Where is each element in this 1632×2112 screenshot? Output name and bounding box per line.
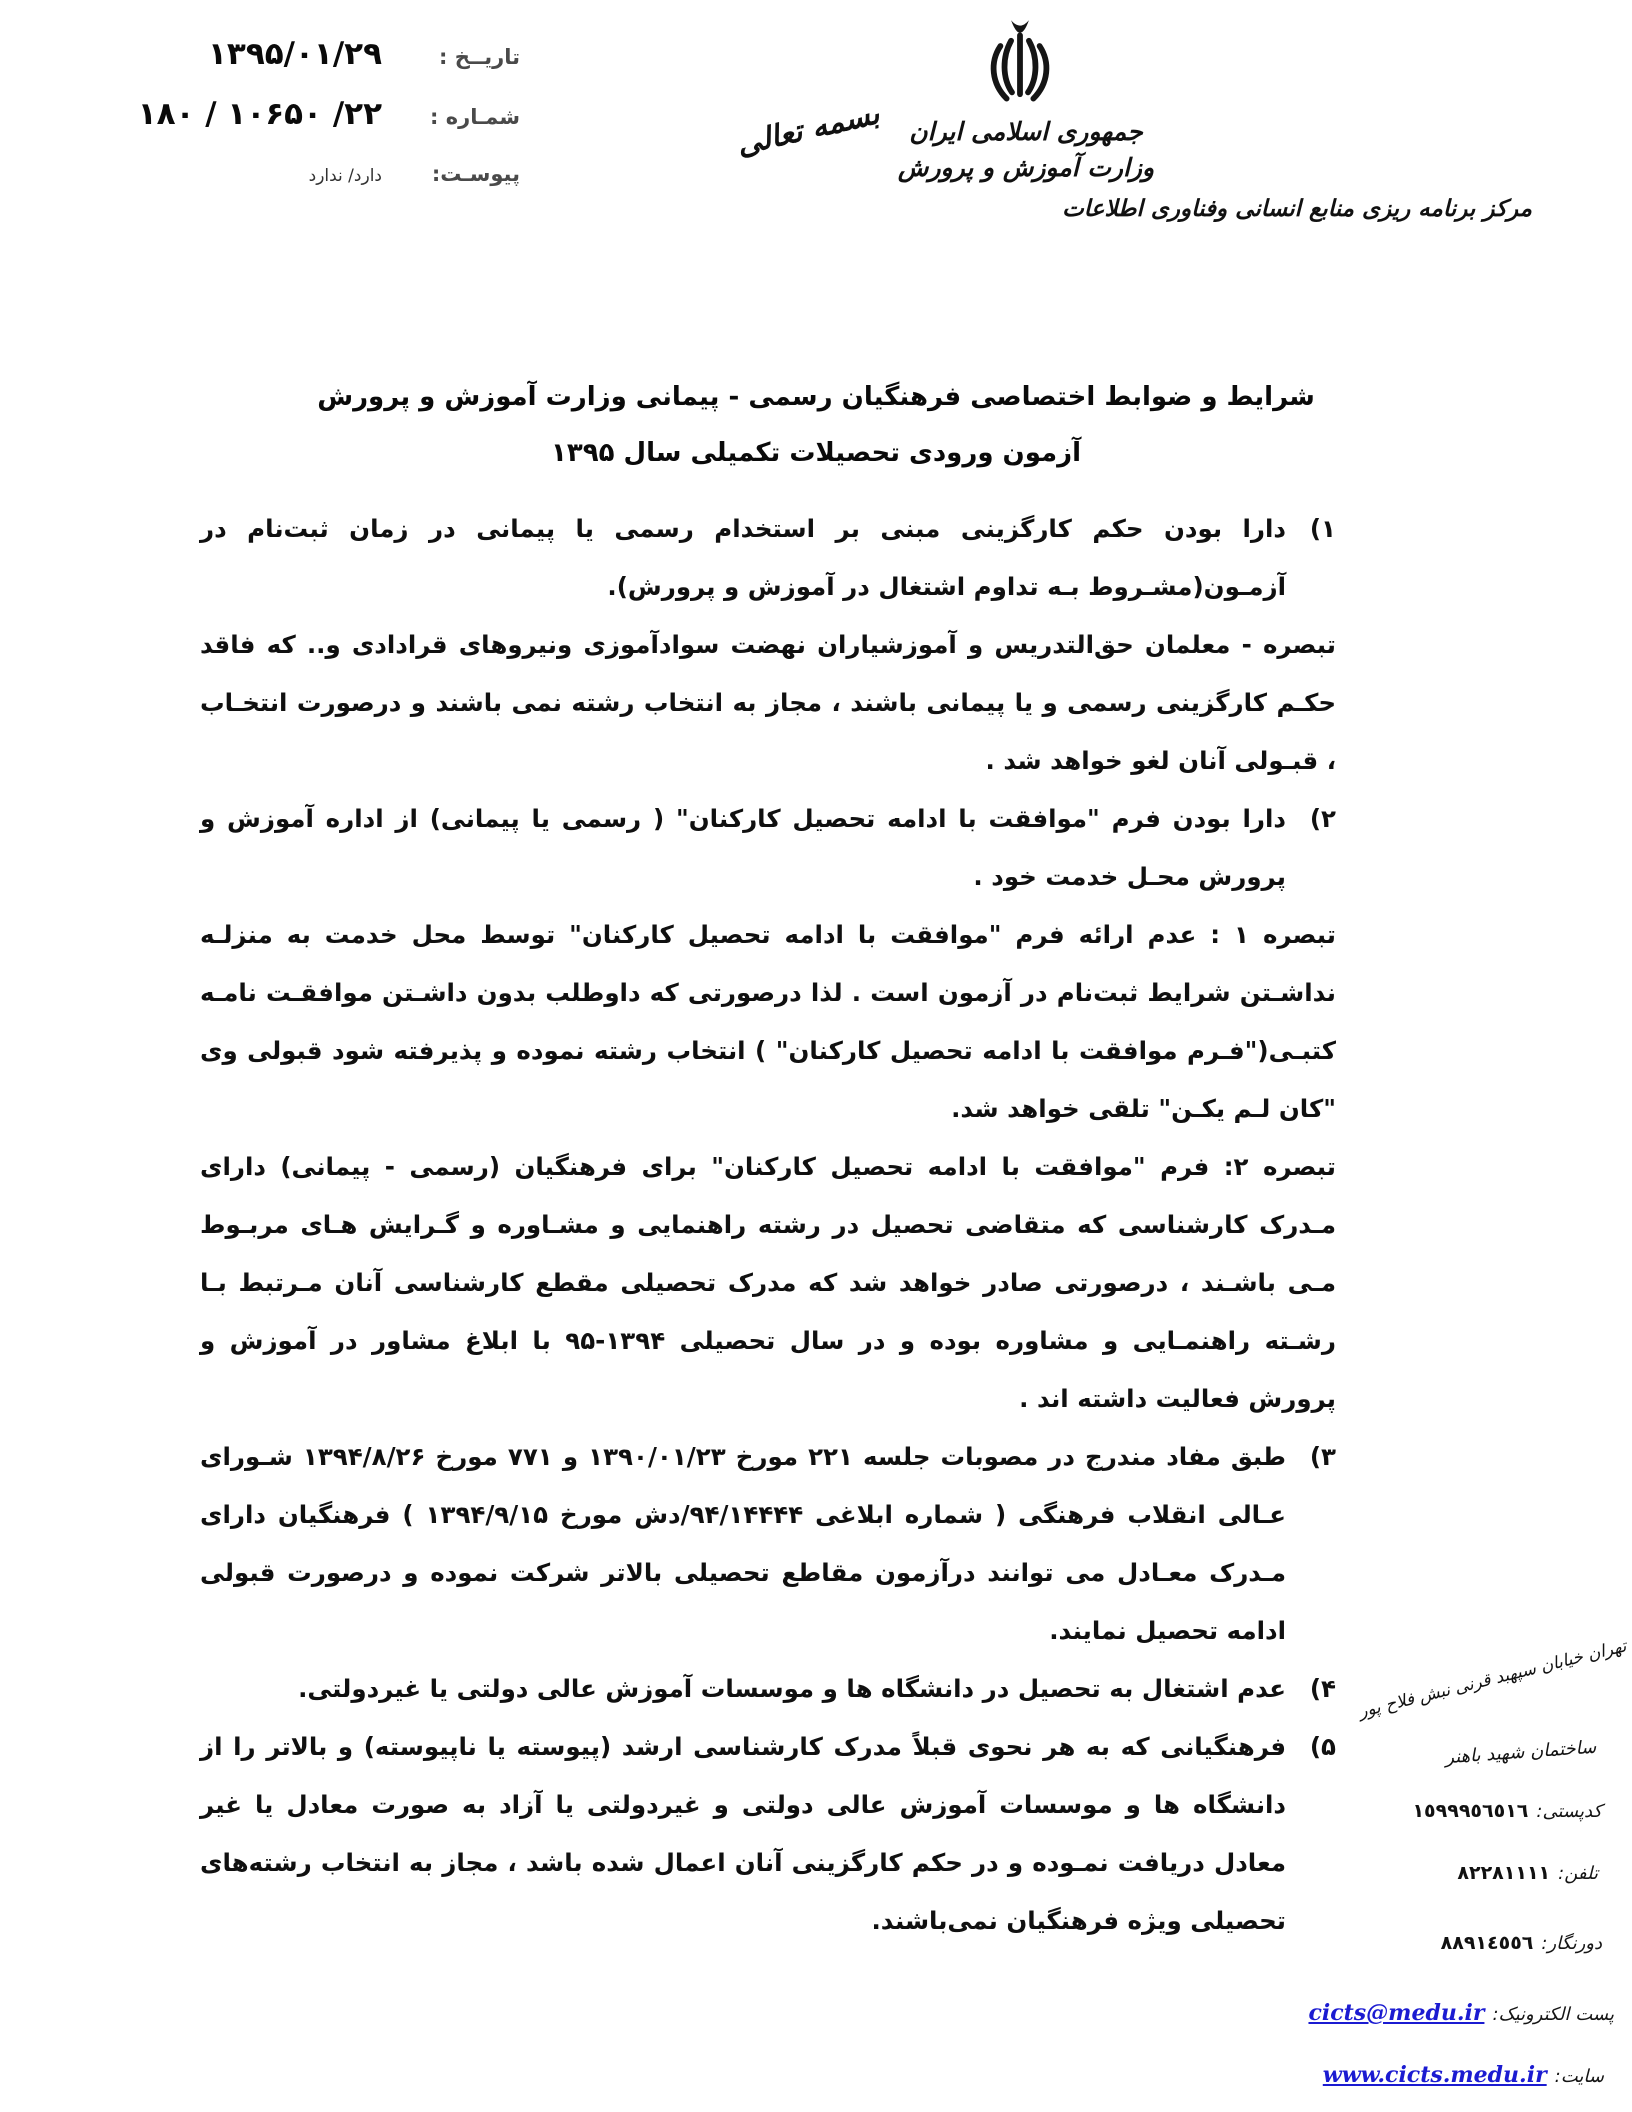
item-number: ۵) [1309,1732,1336,1761]
phone-label: تلفن: [1558,1863,1598,1884]
item-text: فرهنگیانی که به هر نحوی قبلاً مدرک کارشناسی ارشد (پیوسته یا ناپیوسته) و بالاتر را از دانشگاه ها و موسسات آموزش عالی دولتی و غیردولتی یا آزاد به صورت معادل یا غیر معادل دریافت نمـوده و در حکم کارگزینی آنان اعمال شده باشد ، مجاز به انتخاب رشته‌های تحصیلی ویژه فرهنگیان نمی‌باشند. [200,1732,1286,1935]
postal-code-row [1412,1800,1602,1822]
phone-value: ٨٢٢٨١١١١ [1457,1862,1551,1884]
fax-value: ٨٨٩١٤٥٥٦ [1440,1932,1534,1954]
building-line: ساختمان شهید باهنر [1444,1736,1597,1769]
number-label: شمـاره : [430,105,520,129]
website-row [1323,2062,1604,2088]
organization-block [858,114,1194,187]
website-link[interactable]: www.cicts.medu.ir [1322,2062,1547,2088]
number-row [138,96,520,132]
numbered-item-4 [200,1660,1336,1718]
numbered-item-3 [200,1428,1336,1660]
attachment-label: پیوسـت: [431,162,520,186]
attachment-row [309,162,520,186]
item-number: ۴) [1309,1674,1336,1703]
attachment-value: دارد/ ندارد [308,166,382,186]
title-line-1: شرایط و ضوابط اختصاصی فرهنگیان رسمی - پیمانی وزارت آموزش و پرورش [317,382,1315,412]
postal-value: ١٥٩٩٩٥٦٥١٦ [1412,1800,1529,1822]
fax-row [1441,1932,1602,1954]
item-number: ۲) [1309,804,1336,833]
date-row [208,36,520,72]
item-number: ۳) [1309,1442,1336,1471]
email-row [1308,2000,1614,2026]
item-number: ۱) [1309,514,1336,543]
note-paragraph: تبصره ۲: فرم "موافقت با ادامه تحصیل کارکنان" برای فرهنگیان (رسمی - پیمانی) دارای مـدرک کارشناسی که متقاضی تحصیل در رشته راهنمایی و مشـاوره و گـرایش هـای مربـوط مـی باشـند ، درصورتی صادر خواهد شد که مدرک تحصیلی مقطع کارشناسی آنان مـرتبط بـا رشـته راهنمـایی و مشاوره بوده و در سال تحصیلی ۱۳۹۴-۹۵ با ابلاغ مشاور در آموزش و پرورش فعالیت داشته اند . [200,1152,1336,1413]
note-paragraph: تبصره ۱ : عدم ارائه فرم "موافقت با ادامه تحصیل کارکنان" توسط محل خدمت به منزلـه نداشـتن شرایط ثبت‌نام در آزمون است . لذا درصورتی که داوطلب بدون داشـتن موافقـت نامـه کتبـی("فـرم موافقت با ادامه تحصیل کارکنان" ) انتخاب رشته نموده و پذیرفته شود قبولی وی "کان لـم یکـن" تلقی خواهد شد. [200,920,1337,1123]
note-paragraph: تبصره - معلمان حق‌التدریس و آموزشیاران نهضت سوادآموزی ونیروهای قرادادی و.. که فاقد حکـم کارگزینی رسمی و یا پیمانی باشند ، مجاز به انتخاب رشته نمی باشند و درصورت انتخـاب ، قبـولی آنان لغو خواهد شد . [200,630,1336,775]
iran-emblem-icon [974,14,1066,112]
address-line: تهران خیابان سپهبد قرنی نبش فلاح پور [1356,1636,1629,1723]
title-line-2: آزمون ورودی تحصیلات تکمیلی سال ۱۳۹۵ [550,437,1081,468]
numbered-item-5 [200,1718,1336,1950]
email-link[interactable]: cicts@medu.ir [1308,2000,1485,2026]
date-label: تاریــخ : [439,45,520,69]
phone-row [1457,1862,1598,1884]
email-label: پست الکترونیک: [1492,2004,1614,2025]
item-text: دارا بودن فرم "موافقت با ادامه تحصیل کارکنان" ( رسمی یا پیمانی) از اداره آموزش و پرورش محـل خدمت خود . [200,804,1286,891]
postal-label: کدپستی: [1536,1801,1602,1822]
website-label: سایت: [1554,2066,1604,2087]
item-text: عدم اشتغال به تحصیل در دانشگاه ها و موسسات آموزش عالی دولتی یا غیردولتی. [298,1674,1286,1703]
document-body [200,500,1336,1950]
emblem-shadda [1011,20,1029,32]
org-center: مرکز برنامه ریزی منابع انسانی وفناوری اطلاعات [1062,196,1532,222]
item-text: دارا بودن حکم کارگزینی مبنی بر استخدام رسمی یا پیمانی در زمان ثبت‌نام در آزمـون(مشـروط بـه تداوم اشتغال در آموزش و پرورش). [200,514,1286,601]
numbered-item-1 [200,500,1336,616]
fax-label: دورنگار: [1541,1933,1602,1954]
date-value: ۱۳۹۵/۰۱/۲۹ [207,36,382,72]
numbered-item-2 [200,790,1336,906]
org-country: جمهوری اسلامی ایران [909,117,1143,146]
org-ministry: وزارت آموزش و پرورش [897,153,1155,183]
besmele-calligraphy: بسمه تعالی [733,96,883,163]
document-title [250,370,1382,482]
number-value: ۲۲/ ۱۰۶۵۰ / ۱۸۰ [137,96,382,132]
item-text: طبق مفاد مندرج در مصوبات جلسه ۲۲۱ مورخ ۱۳۹۰/۰۱/۲۳ و ۷۷۱ مورخ ۱۳۹۴/۸/۲۶ شـورای عـالی انقلاب فرهنگی ( شماره ابلاغی ۹۴/۱۴۴۴۴/دش مورخ ۱۳۹۴/۹/۱۵ ) فرهنگیان دارای مـدرک معـادل می توانند درآزمون مقاطع تحصیلی بالاتر شرکت نموده و درصورت قبولی ادامه تحصیل نمایند. [200,1442,1287,1645]
